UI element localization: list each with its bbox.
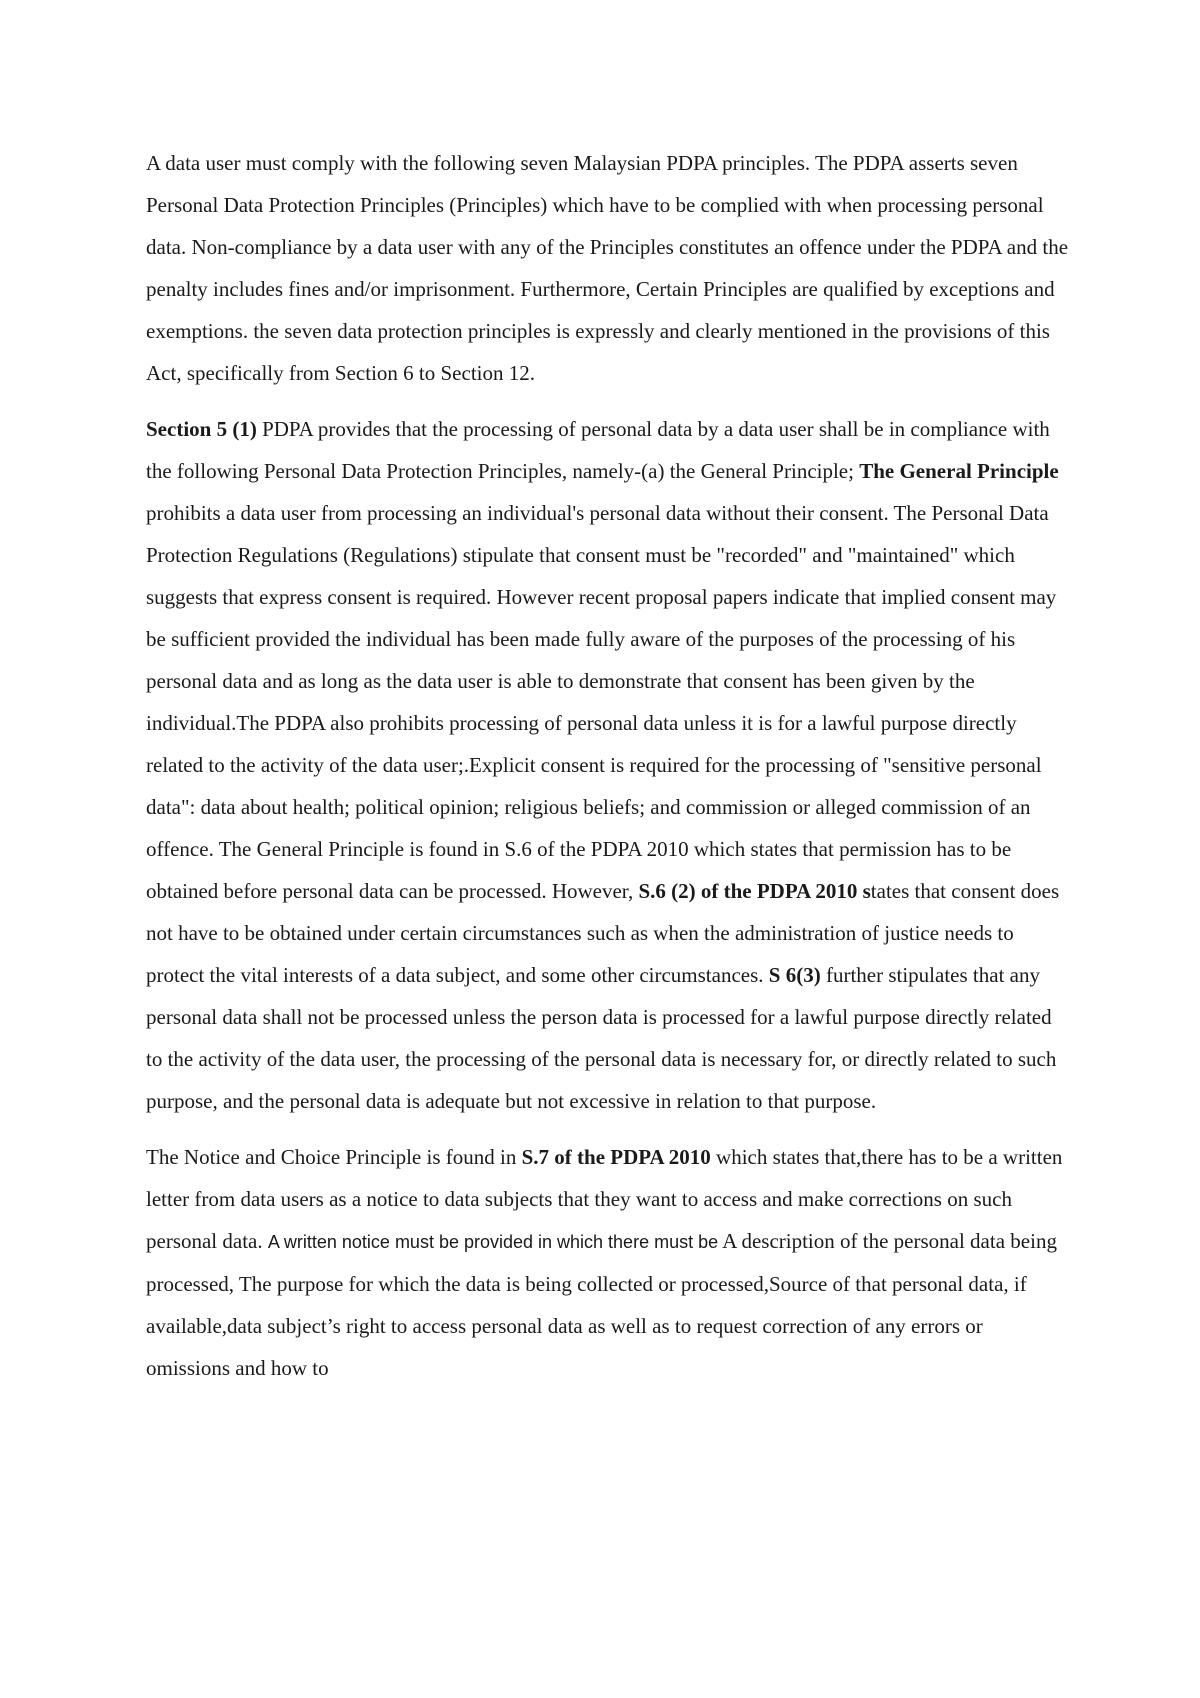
- paragraph-text: which states that,there has to be a written letter from data users as a notice to data subjects that they want to access and make corrections on such personal data.: [146, 1145, 1063, 1253]
- section-7-reference: S.7 of the PDPA 2010: [521, 1145, 711, 1169]
- paragraph-text: The Notice and Choice Principle is found in: [146, 1145, 522, 1169]
- general-principle-term: The General Principle: [859, 459, 1059, 483]
- paragraph-text: A description of the personal data being processed, The purpose for which the data is being collected or processed,Source of that personal data, if available,data subject’s right to access personal data as well as to request correction of any errors or omissions and how to: [146, 1229, 1057, 1380]
- document-body: [146, 142, 1068, 1403]
- section-6-2-reference: S.6 (2) of the PDPA 2010 s: [638, 879, 871, 903]
- paragraph-notice-and-choice-principle: [146, 1136, 1068, 1389]
- paragraph-text: PDPA provides that the processing of personal data by a data user shall be in compliance with the following Personal Data Protection Principles, namely-(a) the General Principle;: [146, 417, 1050, 483]
- paragraph-text: A data user must comply with the following seven Malaysian PDPA principles. The PDPA asserts seven Personal Data Protection Principles (Principles) which have to be complied with when processing personal data. Non-compliance by a data user with any of the Principles constitutes an offence under the PDPA and the penalty includes fines and/or imprisonment. Furthermore, Certain Principles are qualified by exceptions and exemptions. the seven data protection principles is expressly and clearly mentioned in the provisions of this Act, specifically from Section 6 to Section 12.: [146, 151, 1069, 385]
- paragraph-text: further stipulates that any personal data shall not be processed unless the person data is processed for a lawful purpose directly related to the activity of the data user, the processing of the personal data is necessary for, or directly related to such purpose, and the personal data is adequate but not excessive in relation to that purpose.: [146, 963, 1057, 1113]
- paragraph-general-principle: [146, 408, 1068, 1122]
- section-6-3-reference: S 6(3): [768, 963, 821, 987]
- paragraph-text: prohibits a data user from processing an individual's personal data without their consent. The Personal Data Protection Regulations (Regulations) stipulate that consent must be "recorded" and "maintained" which suggests that express consent is required. However recent proposal papers indicate that implied consent may be sufficient provided the individual has been made fully aware of the purposes of the processing of his personal data and as long as the data user is able to demonstrate that consent has been given by the individual.The PDPA also prohibits processing of personal data unless it is for a lawful purpose directly related to the activity of the data user;.Explicit consent is required for the processing of "sensitive personal data": data about health; political opinion; religious beliefs; and commission or alleged commission of an offence. The General Principle is found in S.6 of the PDPA 2010 which states that permission has to be obtained before personal data can be processed. However,: [146, 501, 1057, 903]
- paragraph-text: tates that consent does not have to be obtained under certain circumstances such as when the administration of justice needs to protect the vital interests of a data subject, and some other circumstances.: [146, 879, 1060, 987]
- written-notice-phrase: A written notice must be provided in which there must be: [267, 1232, 719, 1252]
- section-5-1-reference: Section 5 (1): [146, 417, 257, 441]
- paragraph-pdpa-principles-intro: [146, 142, 1068, 394]
